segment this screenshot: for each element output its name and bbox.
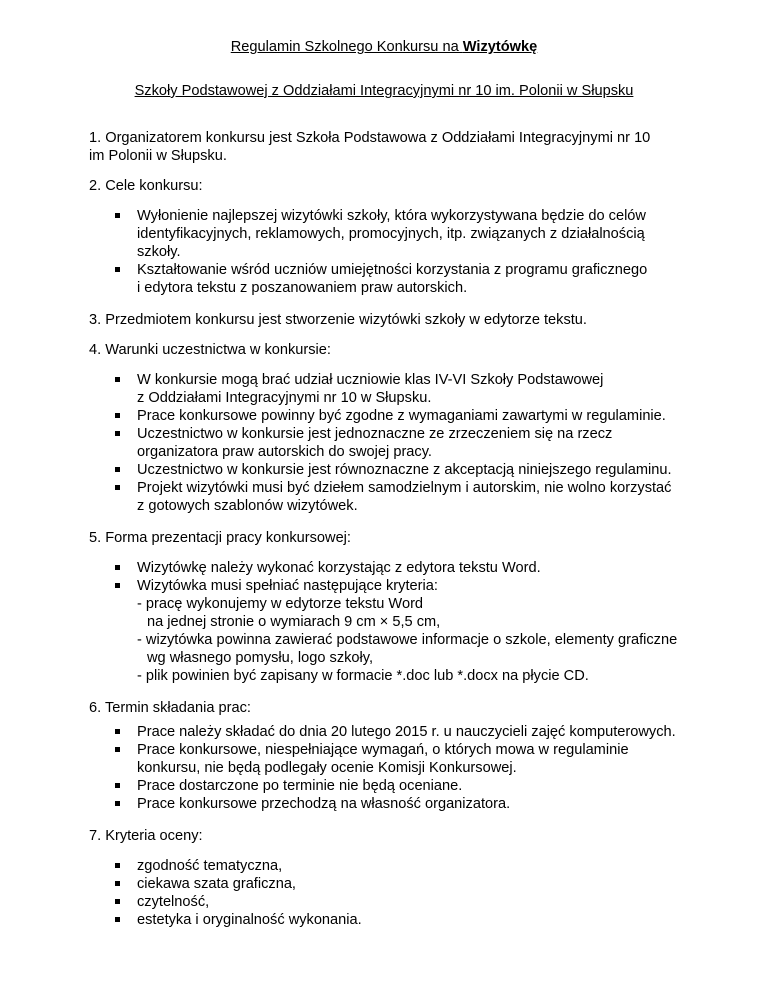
list-item-line: Uczestnictwo w konkursie jest równoznaczne z akceptacją niniejszego regulaminu. bbox=[137, 462, 672, 478]
list-item bbox=[89, 407, 689, 425]
square-bullet-icon bbox=[115, 801, 120, 806]
square-bullet-icon bbox=[115, 729, 120, 734]
list-item bbox=[89, 207, 689, 261]
square-bullet-icon bbox=[115, 431, 120, 436]
criteria-line: - wizytówka powinna zawierać podstawowe informacje o szkole, elementy graficzne bbox=[137, 632, 678, 648]
criteria-line: - plik powinien być zapisany w formacie *.doc lub *.docx na płycie CD. bbox=[137, 668, 589, 684]
document-subtitle: Szkoły Podstawowej z Oddziałami Integracyjnymi nr 10 im. Polonii w Słupsku bbox=[134, 83, 634, 99]
list-item-line: W konkursie mogą brać udział uczniowie klas IV-VI Szkoły Podstawowej bbox=[137, 372, 604, 388]
list-item-line: organizatora praw autorskich do swojej pracy. bbox=[137, 444, 432, 460]
section-2-list bbox=[89, 207, 689, 297]
list-item-line: czytelność, bbox=[137, 894, 210, 910]
list-item bbox=[89, 893, 689, 911]
criteria-line: wg własnego pomysłu, logo szkoły, bbox=[147, 650, 374, 666]
list-item-line: Prace konkursowe, niespełniające wymagań, o których mowa w regulaminie bbox=[137, 742, 629, 758]
list-item bbox=[89, 741, 689, 777]
list-item-line: Prace konkursowe przechodzą na własność organizatora. bbox=[137, 796, 511, 812]
list-item-line: Prace dostarczone po terminie nie będą oceniane. bbox=[137, 778, 463, 794]
criteria-line: na jednej stronie o wymiarach 9 cm × 5,5 cm, bbox=[147, 614, 441, 630]
list-item bbox=[89, 777, 689, 795]
list-item-line: Wyłonienie najlepszej wizytówki szkoły, która wykorzystywana będzie do celów bbox=[137, 208, 646, 224]
section-5-list bbox=[89, 559, 689, 685]
section-5-heading: 5. Forma prezentacji pracy konkursowej: bbox=[89, 530, 351, 546]
section-4-list bbox=[89, 371, 689, 515]
section-7-list bbox=[89, 857, 689, 929]
section-1-line: im Polonii w Słupsku. bbox=[89, 148, 227, 164]
square-bullet-icon bbox=[115, 485, 120, 490]
section-1-line: 1. Organizatorem konkursu jest Szkoła Podstawowa z Oddziałami Integracyjnymi nr 10 bbox=[89, 130, 651, 146]
square-bullet-icon bbox=[115, 863, 120, 868]
document-body bbox=[89, 129, 689, 943]
square-bullet-icon bbox=[115, 917, 120, 922]
list-item bbox=[89, 559, 689, 577]
list-item-line: estetyka i oryginalność wykonania. bbox=[137, 912, 362, 928]
square-bullet-icon bbox=[115, 783, 120, 788]
list-item-line: Prace konkursowe powinny być zgodne z wymaganiami zawartymi w regulaminie. bbox=[137, 408, 666, 424]
section-4-heading: 4. Warunki uczestnictwa w konkursie: bbox=[89, 342, 331, 358]
square-bullet-icon bbox=[115, 899, 120, 904]
section-3: 3. Przedmiotem konkursu jest stworzenie wizytówki szkoły w edytorze tekstu. bbox=[89, 312, 587, 328]
list-item-line: konkursu, nie będą podlegały ocenie Komisji Konkursowej. bbox=[137, 760, 517, 776]
list-item bbox=[89, 461, 689, 479]
section-1 bbox=[89, 129, 689, 165]
list-item bbox=[89, 795, 689, 813]
square-bullet-icon bbox=[115, 467, 120, 472]
list-item-line: i edytora tekstu z poszanowaniem praw autorskich. bbox=[137, 280, 468, 296]
list-item-line: Projekt wizytówki musi być dziełem samodzielnym i autorskim, nie wolno korzystać bbox=[137, 480, 672, 496]
list-item-line: Kształtowanie wśród uczniów umiejętności korzystania z programu graficznego bbox=[137, 262, 648, 278]
square-bullet-icon bbox=[115, 747, 120, 752]
document-title bbox=[0, 38, 768, 56]
list-item bbox=[89, 479, 689, 515]
list-item-line: zgodność tematyczna, bbox=[137, 858, 283, 874]
list-item-line: Wizytówkę należy wykonać korzystając z edytora tekstu Word. bbox=[137, 560, 541, 576]
list-item bbox=[89, 857, 689, 875]
square-bullet-icon bbox=[115, 565, 120, 570]
square-bullet-icon bbox=[115, 267, 120, 272]
square-bullet-icon bbox=[115, 377, 120, 382]
list-item bbox=[89, 577, 689, 685]
square-bullet-icon bbox=[115, 213, 120, 218]
section-7-heading: 7. Kryteria oceny: bbox=[89, 828, 203, 844]
list-item bbox=[89, 911, 689, 929]
list-item bbox=[89, 723, 689, 741]
list-item bbox=[89, 371, 689, 407]
list-item bbox=[89, 425, 689, 461]
square-bullet-icon bbox=[115, 881, 120, 886]
title-prefix: Regulamin Szkolnego Konkursu na bbox=[230, 39, 463, 55]
list-item-line: ciekawa szata graficzna, bbox=[137, 876, 296, 892]
list-item-line: Prace należy składać do dnia 20 lutego 2015 r. u nauczycieli zajęć komputerowych. bbox=[137, 724, 676, 740]
square-bullet-icon bbox=[115, 583, 120, 588]
list-item-line: z gotowych szablonów wizytówek. bbox=[137, 498, 358, 514]
list-item-line: Wizytówka musi spełniać następujące kryteria: bbox=[137, 578, 438, 594]
list-item-line: identyfikacyjnych, reklamowych, promocyjnych, itp. związanych z działalnością bbox=[137, 226, 645, 242]
criteria-line: - pracę wykonujemy w edytorze tekstu Word bbox=[137, 596, 424, 612]
section-6-list bbox=[89, 723, 689, 813]
list-item-line: szkoły. bbox=[137, 244, 181, 260]
square-bullet-icon bbox=[115, 413, 120, 418]
section-6-heading: 6. Termin składania prac: bbox=[89, 700, 251, 716]
title-bold-word: Wizytówkę bbox=[462, 39, 538, 55]
section-2-heading: 2. Cele konkursu: bbox=[89, 178, 203, 194]
list-item-line: z Oddziałami Integracyjnymi nr 10 w Słupsku. bbox=[137, 390, 432, 406]
list-item bbox=[89, 261, 689, 297]
list-item-line: Uczestnictwo w konkursie jest jednoznaczne ze zrzeczeniem się na rzecz bbox=[137, 426, 613, 442]
list-item bbox=[89, 875, 689, 893]
